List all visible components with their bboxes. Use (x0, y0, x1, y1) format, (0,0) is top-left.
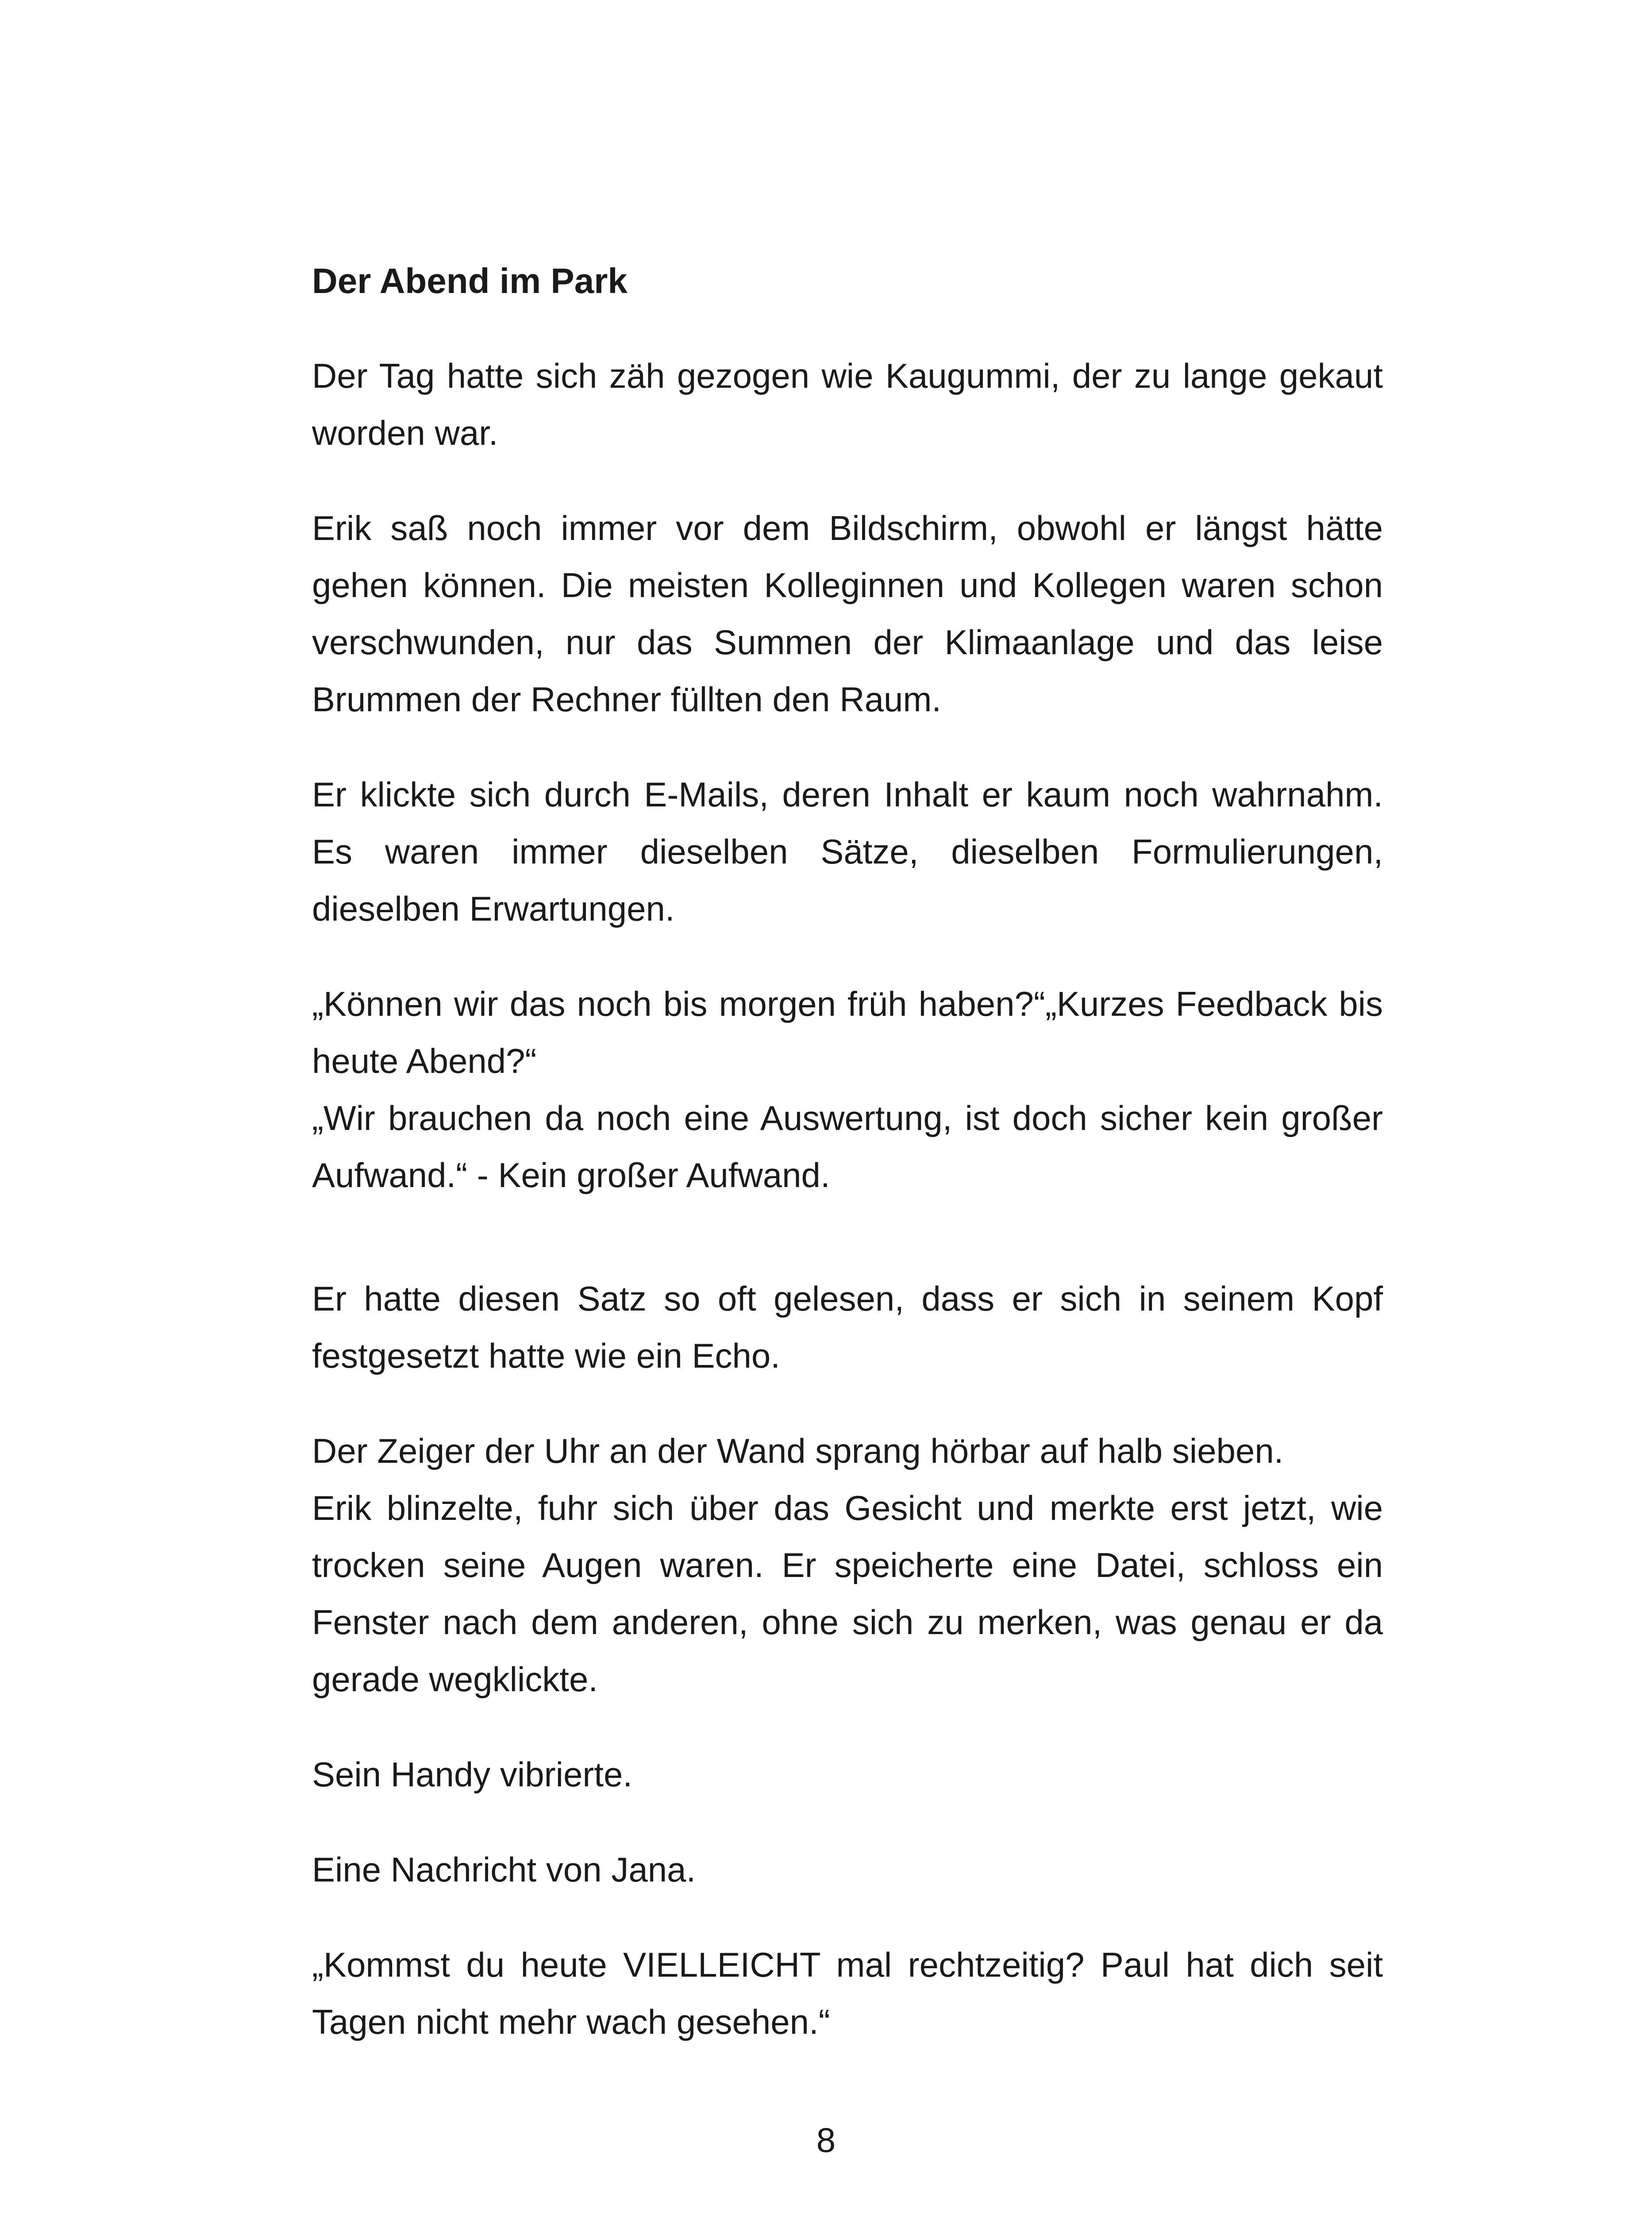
paragraph: Er klickte sich durch E-Mails, deren Inhalt er kaum noch wahrnahm. Es waren immer dieselben Sätze, dieselben Formulierungen, dieselben Erwartungen. (312, 775, 1383, 928)
paragraph: „Wir brauchen da noch eine Auswertung, ist doch sicher kein großer Aufwand.“ - Kein großer Aufwand. (312, 1099, 1383, 1195)
paragraph: „Kommst du heute VIELLEICHT mal rechtzeitig? Paul hat dich seit Tagen nicht mehr wach gesehen.“ (312, 1945, 1383, 2041)
paragraph: Erik saß noch immer vor dem Bildschirm, obwohl er längst hätte gehen können. Die meisten Kolleginnen und Kollegen waren schon verschwunden, nur das Summen der Klimaanlage und das leise Brummen der Rechner füllten den Raum. (312, 509, 1383, 719)
chapter-title: Der Abend im Park (312, 261, 628, 301)
paragraph: Erik blinzelte, fuhr sich über das Gesicht und merkte erst jetzt, wie trocken seine Augen waren. Er speicherte eine Datei, schloss ein Fenster nach dem anderen, ohne sich zu merken, was genau er da gerade wegklickte. (312, 1488, 1383, 1699)
paragraph: Der Zeiger der Uhr an der Wand sprang hörbar auf halb sieben. (312, 1431, 1284, 1470)
paragraph: Eine Nachricht von Jana. (312, 1850, 696, 1889)
paragraph: Er hatte diesen Satz so oft gelesen, dass er sich in seinem Kopf festgesetzt hatte wie ein Echo. (312, 1279, 1383, 1375)
page-number: 8 (816, 2120, 836, 2159)
paragraph: Sein Handy vibrierte. (312, 1755, 633, 1794)
paragraph: Der Tag hatte sich zäh gezogen wie Kaugummi, der zu lange gekaut worden war. (312, 356, 1383, 452)
text-column (312, 252, 1383, 2089)
paragraph: „Können wir das noch bis morgen früh haben?“„Kurzes Feedback bis heute Abend?“ (312, 984, 1383, 1080)
